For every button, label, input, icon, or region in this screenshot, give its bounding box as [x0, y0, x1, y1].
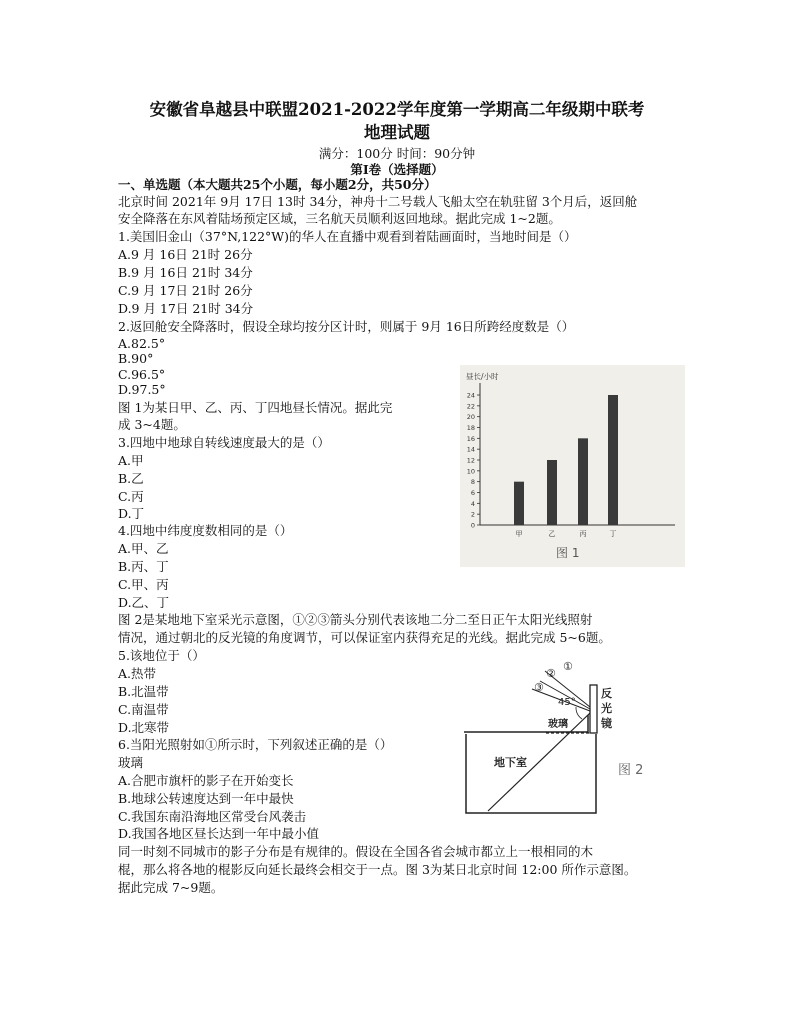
option-d: D.9 月 17日 21时 34分: [118, 301, 254, 316]
mirror: [590, 685, 597, 733]
y-tick-label: 8: [470, 478, 475, 487]
stray-text: 玻璃: [118, 755, 144, 770]
option-d: D.97.5°: [118, 382, 166, 397]
option-d: D.北寒带: [118, 720, 170, 735]
option-a: A.合肥市旗杆的影子在开始变长: [118, 773, 294, 788]
option-d: D.我国各地区昼长达到一年中最小值: [118, 826, 320, 841]
figure-intro: 成 3~4题。: [118, 417, 186, 432]
y-tick-label: 4: [470, 499, 475, 508]
y-tick-label: 12: [466, 456, 475, 465]
figure-caption: 图 1: [556, 546, 580, 560]
paper-subject: 地理试题: [364, 123, 430, 142]
figure-intro: 图 2是某地地下室采光示意图，①②③箭头分别代表该地二分二至日正午太阳光线照射: [118, 612, 593, 627]
arrow-label: ①: [563, 660, 573, 673]
option-c: C.96.5°: [118, 367, 166, 382]
option-b: B.北温带: [118, 684, 169, 699]
y-tick-label: 2: [470, 510, 475, 519]
bar: [578, 438, 588, 525]
option-a: A.9 月 16日 21时 26分: [118, 247, 253, 262]
option-a: A.热带: [118, 666, 157, 681]
option-a: A.甲: [118, 453, 144, 468]
option-a: A.甲、乙: [118, 541, 169, 556]
y-tick-label: 6: [470, 489, 475, 497]
option-c: C.丙: [118, 489, 144, 504]
figure-caption: 图 2: [618, 763, 644, 778]
option-b: B.90°: [118, 351, 154, 366]
y-tick-label: 16: [466, 434, 475, 443]
option-a: A.82.5°: [118, 336, 166, 351]
option-c: C.甲、丙: [118, 577, 169, 592]
figure-2: [460, 655, 685, 840]
paragraph-line: 同一时刻不同城市的影子分布是有规律的。假设在全国各省会城市都立上一根相同的木: [118, 844, 594, 859]
bar: [547, 460, 557, 525]
section-heading: 一、单选题（本大题共25个小题，每小题2分，共50分）: [118, 177, 437, 192]
basement-label: 地下室: [494, 756, 527, 769]
option-d: D.丁: [118, 506, 145, 521]
day-length-bar-chart: [460, 365, 685, 567]
paper-title: 安徽省阜越县中联盟2021-2022学年度第一学期高二年级期中联考: [149, 100, 645, 119]
x-tick-label: 乙: [548, 530, 556, 538]
y-tick-label: 10: [466, 467, 475, 476]
y-tick-label: 24: [466, 391, 475, 400]
arrow-label: ②: [546, 667, 556, 680]
basement-walls: [466, 734, 596, 813]
mirror-label: 光: [601, 702, 612, 715]
y-tick-label: 20: [466, 413, 475, 422]
bar: [514, 482, 524, 525]
x-tick-label: 丙: [579, 530, 587, 538]
bar: [608, 395, 618, 525]
glass-label: 玻璃: [548, 719, 568, 730]
question-stem: 6.当阳光照射如①所示时，下列叙述正确的是（）: [118, 737, 393, 752]
angle-arc: [576, 707, 582, 719]
paragraph-line: 据此完成 7~9题。: [118, 880, 224, 895]
y-axis-label: 昼长/小时: [466, 372, 499, 381]
volume-title: 第I卷（选择题）: [350, 162, 444, 177]
question-stem: 2.返回舱安全降落时，假设全球均按分区计时，则属于 9月 16日所跨经度数是（）: [118, 319, 575, 334]
intro-line: 安全降落在东风着陆场预定区域，三名航天员顺利返回地球。据此完成 1~2题。: [118, 211, 561, 226]
figure-intro: 情况，通过朝北的反光镜的角度调节，可以保证室内获得充足的光线。据此完成 5~6题。: [118, 630, 611, 645]
angle-label: 45°: [558, 697, 576, 708]
question-stem: 3.四地中地球自转线速度最大的是（）: [118, 435, 330, 450]
x-tick-label: 丁: [609, 530, 617, 538]
option-b: B.乙: [118, 471, 144, 486]
figure-intro: 图 1为某日甲、乙、丙、丁四地昼长情况。据此完: [118, 400, 393, 415]
intro-line: 北京时间 2021年 9月 17日 13时 34分，神舟十二号载人飞船太空在轨驻留 3个月后，返回舱: [118, 194, 638, 209]
option-c: C.我国东南沿海地区常受台风袭击: [118, 809, 307, 824]
paragraph-line: 棍，那么将各地的棍影反向延长最终会相交于一点。图 3为某日北京时间 12:00 所作示意图。: [118, 862, 637, 877]
option-b: B.丙、丁: [118, 559, 169, 574]
option-b: B.地球公转速度达到一年中最快: [118, 791, 294, 806]
option-b: B.9 月 16日 21时 34分: [118, 265, 253, 280]
question-stem: 4.四地中纬度度数相同的是（）: [118, 523, 293, 538]
score-and-time: 满分：100分 时间：90分钟: [318, 146, 476, 161]
basement-lighting-diagram: [460, 655, 685, 840]
y-tick-label: 18: [466, 424, 475, 432]
y-tick-label: 14: [466, 445, 475, 454]
y-tick-label: 22: [466, 402, 475, 411]
arrow-label: ③: [534, 681, 544, 694]
mirror-label: 镜: [601, 717, 612, 730]
question-stem: 1.美国旧金山（37°N,122°W)的华人在直播中观看到着陆画面时，当地时间是（）: [118, 229, 577, 244]
option-c: C.9 月 17日 21时 26分: [118, 283, 253, 298]
mirror-label: 反: [601, 687, 612, 700]
y-tick-label: 0: [470, 521, 475, 530]
option-d: D.乙、丁: [118, 595, 170, 610]
question-stem: 5.该地位于（）: [118, 648, 205, 663]
option-c: C.南温带: [118, 702, 169, 717]
figure-1: [460, 365, 685, 567]
x-tick-label: 甲: [515, 530, 523, 538]
